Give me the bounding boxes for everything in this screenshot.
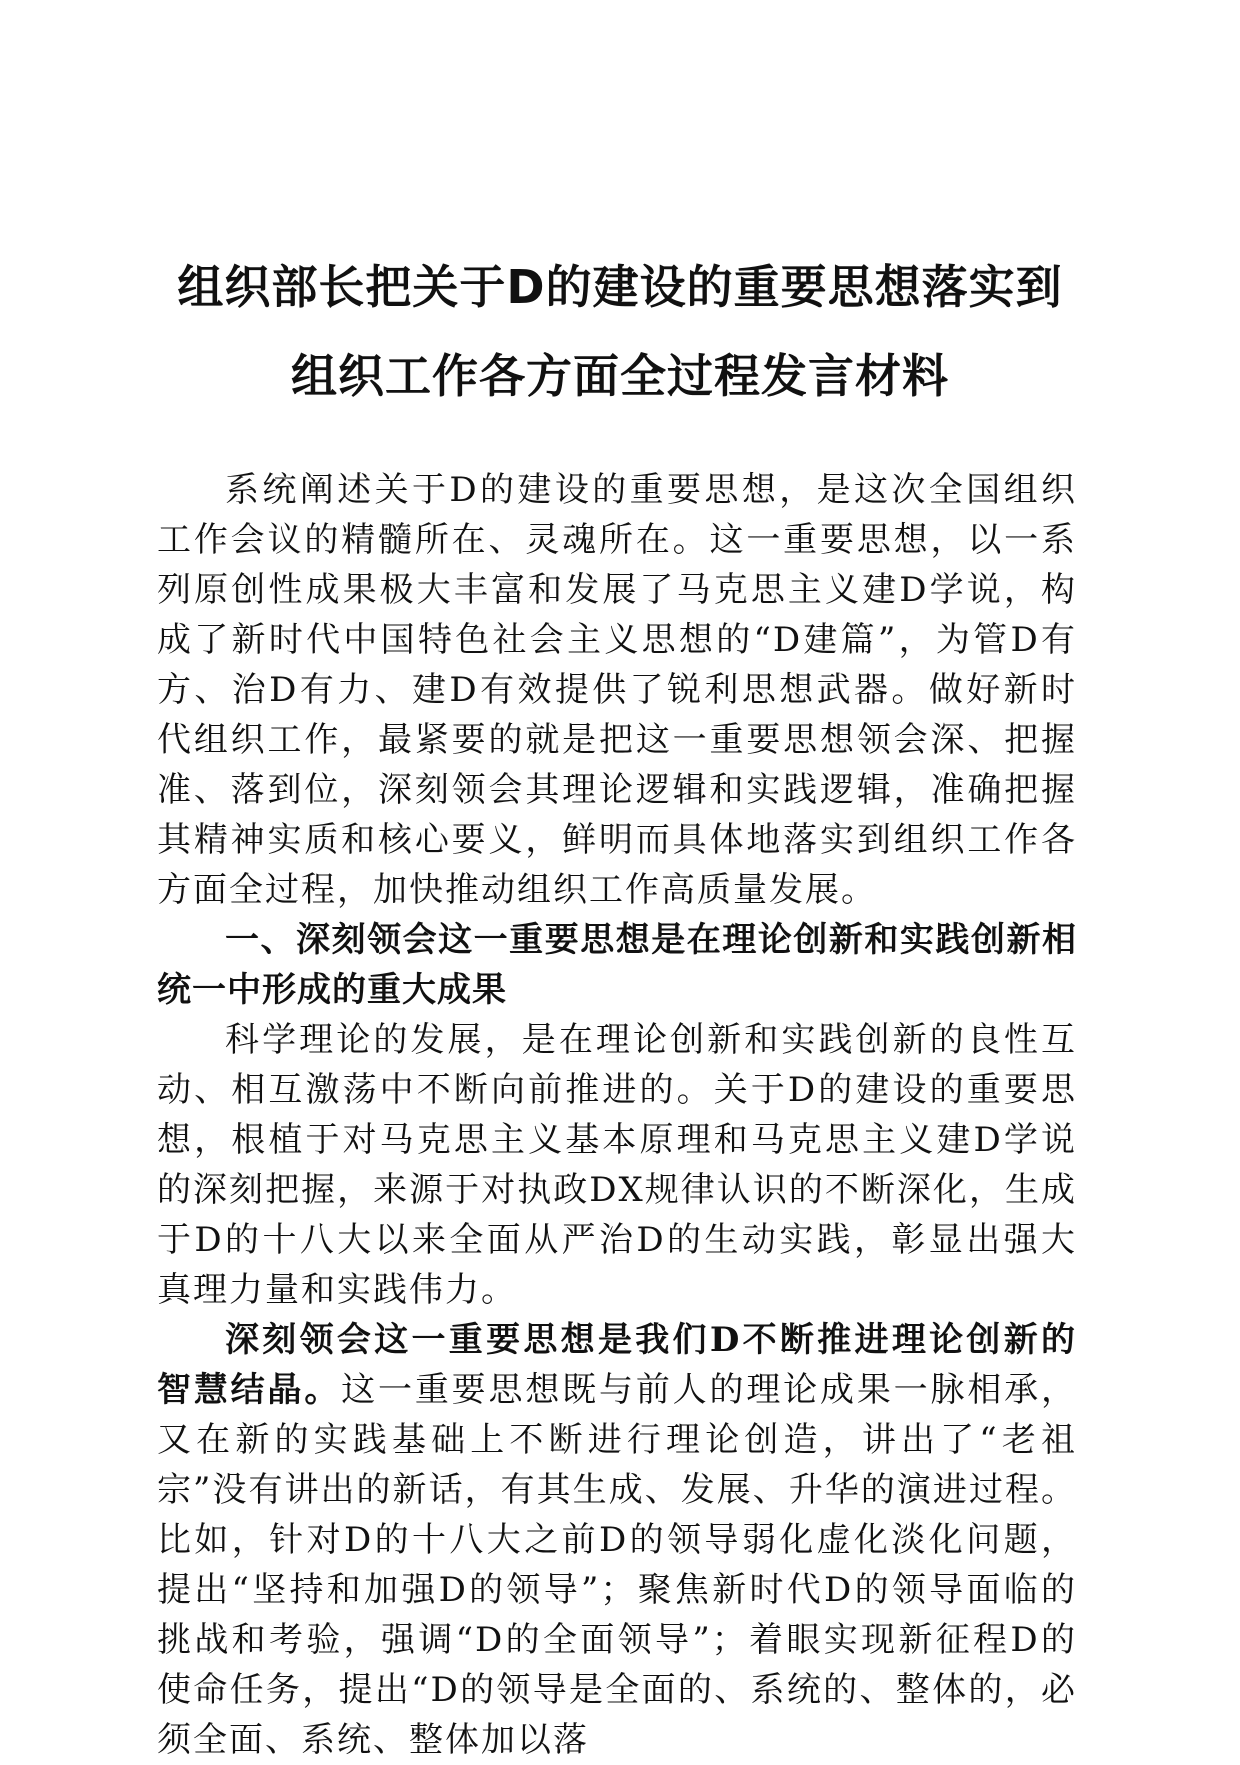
- document-title-line-1: 组织部长把关于D的建设的重要思想落实到: [177, 260, 1063, 314]
- document-title-line-2: 组织工作各方面全过程发言材料: [291, 349, 949, 403]
- paragraph-section-1-point-1: [157, 1315, 1077, 1765]
- paragraph-intro: 系统阐述关于D的建设的重要思想，是这次全国组织工作会议的精髓所在、灵魂所在。这一重要思想，以一系列原创性成果极大丰富和发展了马克思主义建D学说，构成了新时代中国特色社会主义思想的“D建篇”，为管D有方、治D有力、建D有效提供了锐利思想武器。做好新时代组织工作，最紧要的就是把这一重要思想领会深、把握准、落到位，深刻领会其理论逻辑和实践逻辑，准确把握其精神实质和核心要义，鲜明而具体地落实到组织工作各方面全过程，加快推动组织工作高质量发展。: [157, 470, 1077, 910]
- paragraph-section-1-intro: 科学理论的发展，是在理论创新和实践创新的良性互动、相互激荡中不断向前推进的。关于D的建设的重要思想，根植于对马克思主义基本原理和马克思主义建D学说的深刻把握，来源于对执政DX规律认识的不断深化，生成于D的十八大以来全面从严治D的生动实践，彰显出强大真理力量和实践伟力。: [157, 1020, 1077, 1310]
- paragraph-lead-sentence: 深刻领会这一重要思想是我们D不断推进理论创新的智慧结晶。: [157, 1320, 1077, 1410]
- document-body: [157, 465, 1077, 1765]
- paragraph-body-text: 这一重要思想既与前人的理论成果一脉相承，又在新的实践基础上不断进行理论创造，讲出了“老祖宗”没有讲出的新话，有其生成、发展、升华的演进过程。比如，针对D的十八大之前D的领导弱化虚化淡化问题，提出“坚持和加强D的领导”；聚焦新时代D的领导面临的挑战和考验，强调“D的全面领导”；着眼实现新征程D的使命任务，提出“D的领导是全面的、系统的、整体的，必须全面、系统、整体加以落: [157, 1370, 1078, 1760]
- section-heading-1: 一、深刻领会这一重要思想是在理论创新和实践创新相统一中形成的重大成果: [157, 920, 1077, 1010]
